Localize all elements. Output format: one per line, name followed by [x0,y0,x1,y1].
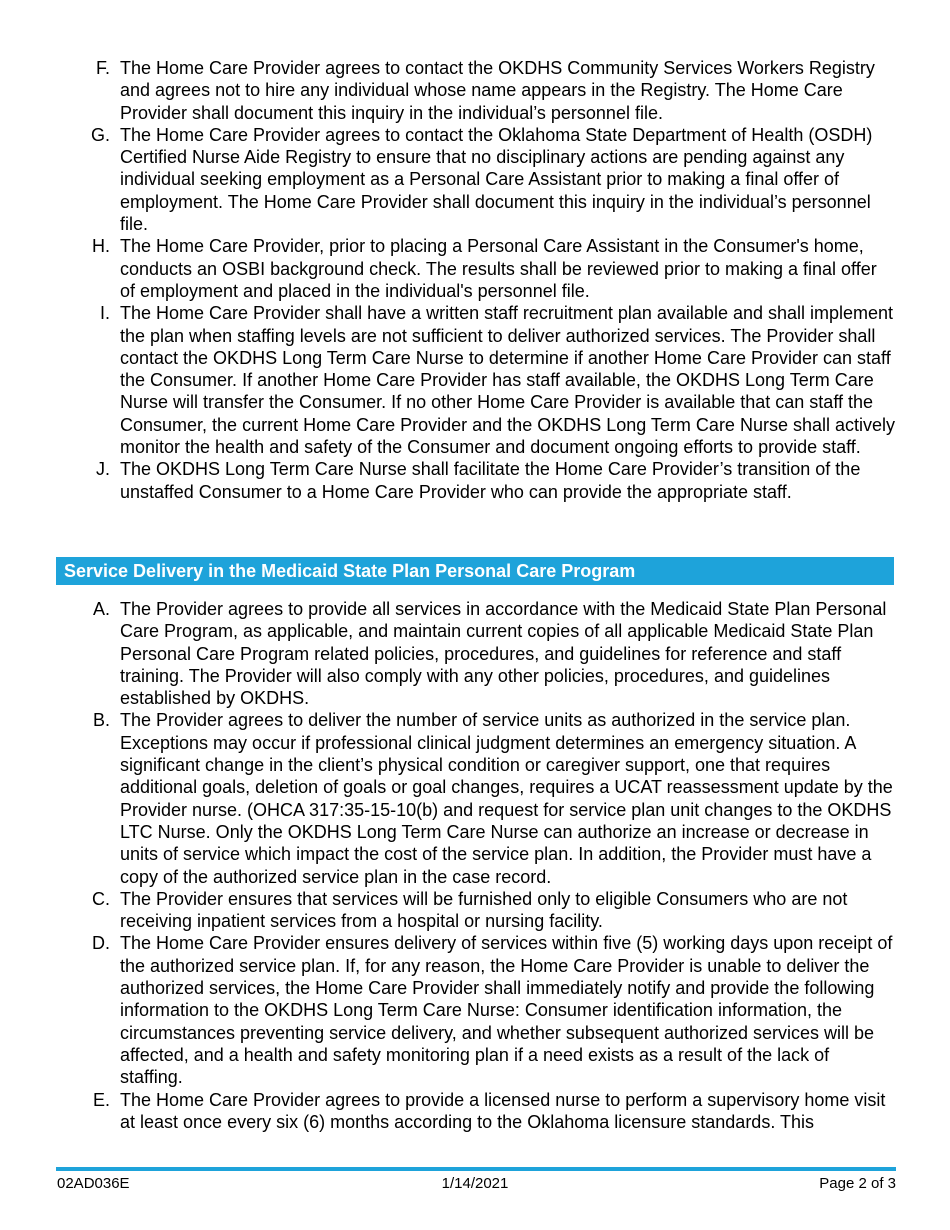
item-text: The Home Care Provider, prior to placing a Personal Care Assistant in the Consumer's home, conducts an OSBI background check. The results shall be reviewed prior to making a final offer of employment and placed in the individual's personnel file. [120,236,877,301]
section-header: Service Delivery in the Medicaid State Plan Personal Care Program [56,557,894,585]
item-text: The Home Care Provider agrees to contact the Oklahoma State Department of Health (OSDH) Certified Nurse Aide Registry to ensure that no disciplinary actions are pending against any individual seeking employment as a Personal Care Assistant prior to making a final offer of employment. The Home Care Provider shall document this inquiry in the individual’s personnel file. [120,124,873,235]
form-number: 02AD036E [57,1175,130,1192]
item-text: The Home Care Provider agrees to provide a licensed nurse to perform a supervisory home visit at least once every six (6) months according to the Oklahoma licensure standards. This [120,1089,886,1132]
item-letter: D. [92,933,110,954]
list-item [86,235,896,302]
item-letter: G. [90,124,110,145]
item-letter: I. [99,303,110,324]
list-item [86,709,896,887]
item-text: The Home Care Provider agrees to contact the OKDHS Community Services Workers Registry and agrees not to hire any individual whose name appears in the Registry. The Home Care Provider shall document this inquiry in the individual’s personnel file. [120,58,875,123]
item-text: The Home Care Provider shall have a written staff recruitment plan available and shall implement the plan when staffing levels are not sufficient to deliver authorized services. The Provider shall contact the OKDHS Long Term Care Nurse to determine if another Home Care Provider can staff the Consumer. If another Home Care Provider has staff available, the OKDHS Long Term Care Nurse will transfer the Consumer. If no other Home Care Provider is available that can staff the Consumer, the current Home Care Provider and the OKDHS Long Term Care Nurse shall actively monitor the health and safety of the Consumer and document ongoing efforts to provide staff. [120,303,896,458]
item-letter: E. [92,1089,110,1110]
top-item-list [86,57,896,503]
item-letter: A. [92,599,110,619]
list-item [86,302,896,458]
list-item [86,888,896,933]
item-letter: F. [95,58,110,78]
item-text: The OKDHS Long Term Care Nurse shall facilitate the Home Care Provider’s transition of the unstaffed Consumer to a Home Care Provider who can provide the appropriate staff. [120,459,861,502]
list-item [86,932,896,1088]
list-item [86,124,896,235]
item-letter: J. [95,459,110,480]
list-item [86,57,896,124]
item-letter: H. [92,236,110,257]
bottom-item-list [86,598,896,1133]
footer-divider [56,1167,896,1171]
item-text: The Provider agrees to deliver the number of service units as authorized in the service plan. Exceptions may occur if professional clinical judgment determines an emergency situation. A significant change in the client’s physical condition or caregiver support, one that requires additional goals, deletion of goals or goal changes, requires a UCAT reassessment update by the Provider nurse. (OHCA 317:35-15-10(b) and request for service plan unit changes to the OKDHS LTC Nurse. Only the OKDHS Long Term Care Nurse can authorize an increase or decrease in units of service which impact the cost of the service plan. In addition, the Provider must have a copy of the authorized service plan in the case record. [120,710,893,887]
item-letter: B. [92,710,110,731]
item-text: The Home Care Provider ensures delivery of services within five (5) working days upon receipt of the authorized service plan. If, for any reason, the Home Care Provider is unable to deliver the authorized services, the Home Care Provider shall immediately notify and provide the following information to the OKDHS Long Term Care Nurse: Consumer identification information, the circumstances preventing service delivery, and whether subsequent authorized services will be affected, and a health and safety monitoring plan if a need exists as a result of the lack of staffing. [120,933,893,1088]
item-text: The Provider ensures that services will be furnished only to eligible Consumers who are not receiving inpatient services from a hospital or nursing facility. [120,888,848,932]
item-letter: C. [92,888,110,909]
list-item [86,598,896,709]
list-item [86,1089,896,1134]
page-number: Page 2 of 3 [819,1175,896,1192]
item-text: The Provider agrees to provide all services in accordance with the Medicaid State Plan Personal Care Program, as applicable, and maintain current copies of all applicable Medicaid State Plan Personal Care Program related policies, procedures, and guidelines for reference and staff training. The Provider will also comply with any other policies, procedures, and guidelines established by OKDHS. [120,599,887,709]
list-item [86,458,896,503]
revision-date: 1/14/2021 [441,1175,509,1192]
